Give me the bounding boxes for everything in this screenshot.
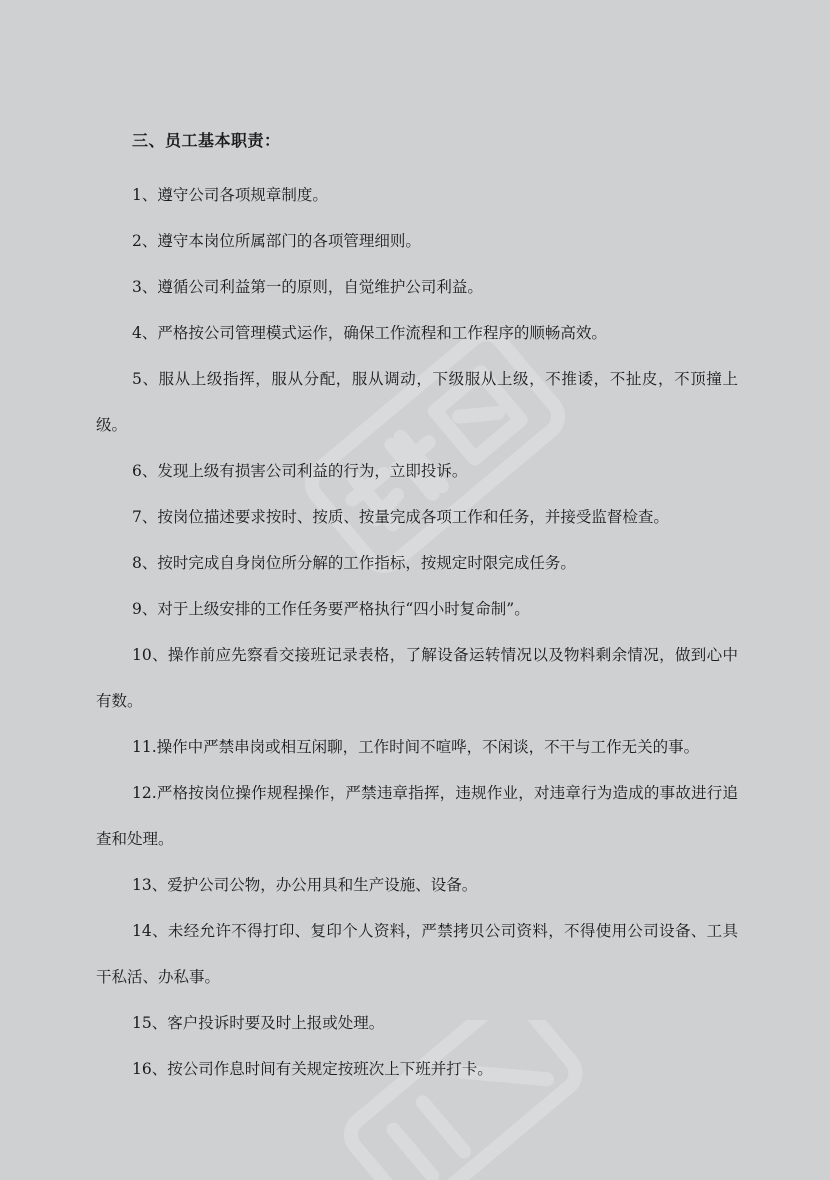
duty-item-10: 10、操作前应先察看交接班记录表格，了解设备运转情况以及物料剩余情况，做到心中有数。 <box>96 646 738 710</box>
duty-item-6: 6、发现上级有损害公司利益的行为，立即投诉。 <box>132 462 468 480</box>
duty-item-8: 8、按时完成自身岗位所分解的工作指标，按规定时限完成任务。 <box>132 554 576 572</box>
duty-item-15: 15、客户投诉时要及时上报或处理。 <box>132 1014 385 1032</box>
section-heading: 三、员工基本职责： <box>132 131 281 150</box>
duty-item-12: 12.严格按岗位操作规程操作，严禁违章指挥，违规作业，对违章行为造成的事故进行追查和处理。 <box>96 784 738 848</box>
document-body <box>96 126 738 1092</box>
duty-item-13: 13、爱护公司公物，办公用具和生产设施、设备。 <box>132 876 478 894</box>
duty-item-9: 9、对于上级安排的工作任务要严格执行“四小时复命制”。 <box>132 600 530 618</box>
duty-item-3: 3、遵循公司利益第一的原则，自觉维护公司利益。 <box>132 278 483 296</box>
duty-item-14: 14、未经允许不得打印、复印个人资料，严禁拷贝公司资料，不得使用公司设备、工具干私活、办私事。 <box>96 922 738 986</box>
duty-item-4: 4、严格按公司管理模式运作，确保工作流程和工作程序的顺畅高效。 <box>132 324 607 342</box>
duty-item-11: 11.操作中严禁串岗或相互闲聊，工作时间不喧哗，不闲谈，不干与工作无关的事。 <box>132 738 700 756</box>
duty-item-1: 1、遵守公司各项规章制度。 <box>132 186 328 204</box>
duty-item-2: 2、遵守本岗位所属部门的各项管理细则。 <box>132 232 421 250</box>
duty-item-5: 5、服从上级指挥，服从分配，服从调动，下级服从上级，不推诿，不扯皮，不顶撞上级。 <box>96 370 738 434</box>
duty-item-16: 16、按公司作息时间有关规定按班次上下班并打卡。 <box>132 1060 493 1078</box>
duty-item-7: 7、按岗位描述要求按时、按质、按量完成各项工作和任务，并接受监督检查。 <box>132 508 669 526</box>
